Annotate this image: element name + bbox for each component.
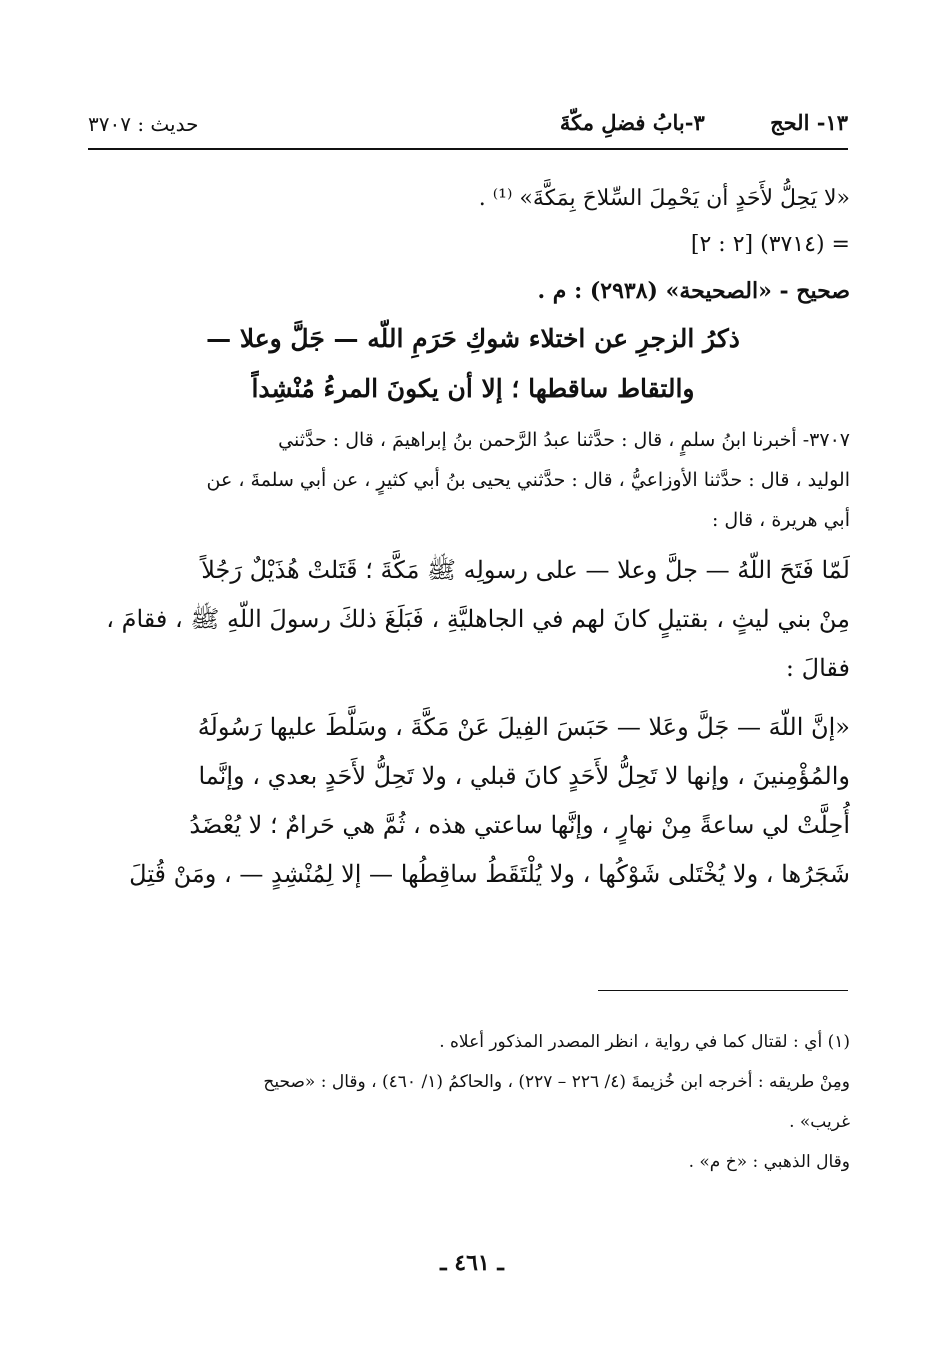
running-header [88,104,848,144]
quote-line: «لا يَحِلُّ لأَحَدٍ أن يَحْمِلَ السِّلاحَ بِمَكَّةَ» ⁽¹⁾ . [478,186,850,211]
chapter-heading-line-2: والتقاط ساقطها ؛ إلا أن يكونَ المرءُ مُنْشِداً [251,374,695,403]
chapter-heading-line-1: ذكرُ الزجرِ عن اختلاء شوكِ حَرَمِ اللّه — جَلَّ وعلا — [206,324,740,353]
cross-reference: = (٣٧١٤) [٢ : ٢] [690,232,850,257]
matn-line-7: شَجَرُها ، ولا يُخْتَلى شَوْكُها ، ولا يُلْتَقَطُ ساقِطُها — إلا لِمُنْشِدٍ — ، ومَنْ قُتِلَ [129,860,850,888]
footnote-2-line-2: غريب» . [789,1112,850,1132]
matn-line-4: «إنَّ اللّهَ — جَلَّ وعَلا — حَبَسَ الفِيلَ عَنْ مَكَّةَ ، وسَلَّطَ عليها رَسُولَهُ [197,713,850,741]
footnote-1: (١) أي : لقتال كما في رواية ، انظر المصدر المذكور أعلاه . [439,1032,850,1052]
hadith-reference: حديث : ٣٧٠٧ [88,112,199,136]
footnote-2-line-1: ومِنْ طريقه : أخرجه ابن خُزيمةَ (٤/ ٢٢٦ – ٢٢٧) ، والحاكمُ (١/ ٤٦٠) ، وقال : «صحيح [263,1072,850,1092]
footnote-divider [598,990,848,991]
matn-line-6: أُحِلَّتْ لي ساعةً مِنْ نهارٍ ، وإنَّها ساعتي هذه ، ثُمَّ هي حَرامٌ ؛ لا يُعْضَدُ [189,811,850,839]
isnad-line-2: الوليد ، قال : حدَّثنا الأوزاعيُّ ، قال : حدَّثني يحيى بنُ أبي كثيرٍ ، عن أبي سلمةَ ، عن [206,469,850,491]
matn-line-3: فقالَ : [785,654,850,682]
chapter-title: ١٣- الحج [770,110,848,135]
isnad-line-1: ٣٧٠٧- أخبرنا ابنُ سلمٍ ، قال : حدَّثنا عبدُ الرَّحمن بنُ إبراهيمَ ، قال : حدَّثني [278,429,850,451]
grading-line: صحيح - «الصحيحة» (٢٩٣٨) : م . [537,278,850,304]
matn-line-2: مِنْ بني ليثٍ ، بقتيلٍ كانَ لهم في الجاهليَّةِ ، فَبَلَغَ ذلكَ رسولَ اللّهِ ﷺ ، فقامَ ، [106,605,850,633]
main-text [96,176,850,899]
footnote-3: وقال الذهبي : «خ م» . [688,1152,850,1172]
section-title: ٣-بابُ فضلِ مكّةَ [559,110,705,135]
page-number: ـ ٤٦١ ـ [440,1250,504,1276]
matn-line-1: لَمّا فَتَحَ اللّهُ — جلَّ وعلا — على رسولِه ﷺ مَكَّةَ ؛ قَتَلتْ هُذَيْلٌ رَجُلاً [201,556,850,584]
header-divider [88,148,848,150]
header-chapter-section [560,110,848,135]
matn-line-5: والمُؤْمِنينَ ، وإنها لا تَحِلُّ لأَحَدٍ كانَ قبلي ، ولا تَحِلُّ لأَحَدٍ بعدي ، وإنَّما [198,762,850,790]
footnotes [96,1022,850,1182]
isnad-line-3: أبي هريرة ، قال : [711,509,850,531]
